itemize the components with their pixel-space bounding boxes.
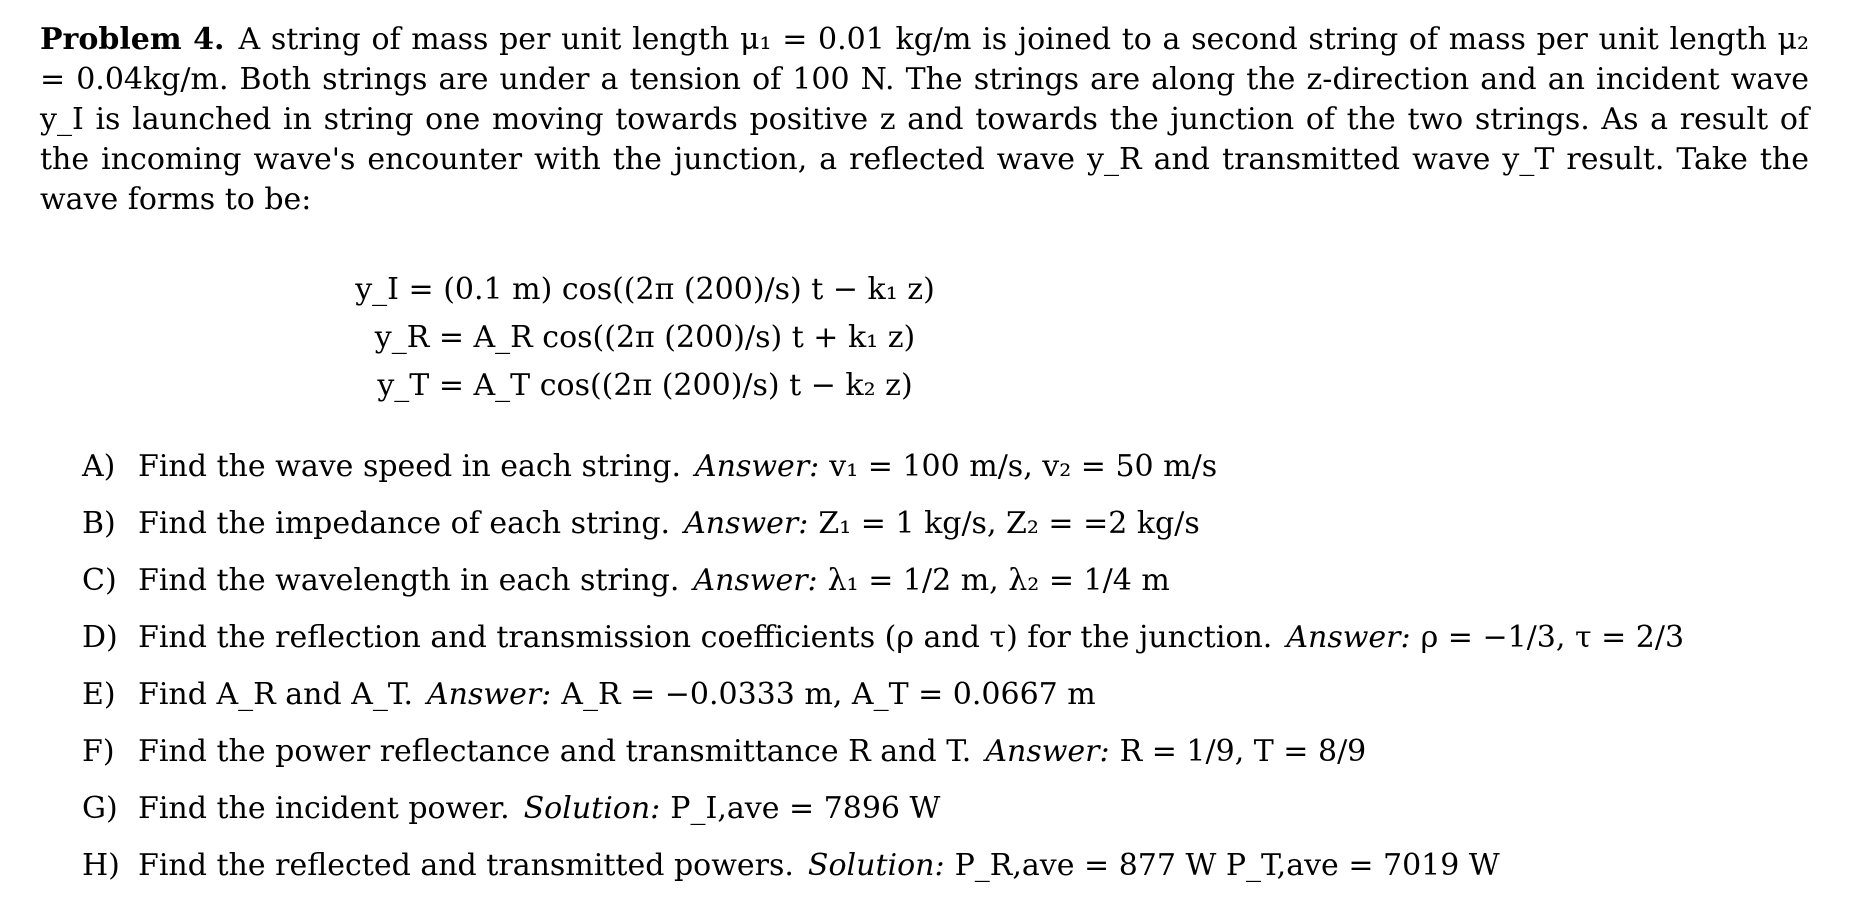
question-item-d: [82, 609, 1809, 666]
item-answer-label: Answer:: [427, 677, 552, 712]
item-question: Find the wave speed in each string.: [138, 449, 681, 484]
item-letter: G): [82, 791, 118, 826]
item-letter: F): [82, 734, 115, 769]
question-item-a: [82, 438, 1809, 495]
question-item-b: [82, 495, 1809, 552]
item-question: Find the reflection and transmission coefficients (ρ and τ) for the junction.: [138, 620, 1273, 655]
item-answer-label: Answer:: [985, 734, 1110, 769]
item-letter: C): [82, 563, 117, 598]
item-question: Find the reflected and transmitted powers.: [138, 848, 794, 883]
item-question: Find the wavelength in each string.: [138, 563, 680, 598]
question-item-e: [82, 666, 1809, 723]
item-answer: Z₁ = 1 kg/s, Z₂ = =2 kg/s: [818, 506, 1200, 541]
item-answer: ρ = −1/3, τ = 2/3: [1420, 620, 1685, 655]
item-answer-label: Answer:: [693, 563, 818, 598]
item-answer: P_R,ave = 877 W P_T,ave = 7019 W: [954, 848, 1500, 883]
equation-transmitted: y_T = A_T cos((2π (200)/s) t − k₂ z): [377, 368, 913, 403]
problem-label: Problem 4.: [40, 22, 225, 57]
wave-equations: [220, 266, 1070, 410]
intro-text: A string of mass per unit length μ₁ = 0.01 kg/m is joined to a second string of mass per unit length μ₂ = 0.04kg/m. Both strings are under a tension of 100 N. The strings are along the z-direction and an incident wave y_I is launched in string one moving towards positive z and towards the junction of the two strings. As a result of the incoming wave's encounter with the junction, a reflected wave y_R and transmitted wave y_T result. Take the wave forms to be:: [40, 22, 1810, 217]
item-answer: R = 1/9, T = 8/9: [1119, 734, 1367, 769]
item-question: Find the power reflectance and transmittance R and T.: [138, 734, 972, 769]
item-letter: A): [82, 449, 116, 484]
item-question: Find the incident power.: [138, 791, 510, 826]
question-item-f: [82, 723, 1809, 780]
item-answer-label: Solution:: [807, 848, 945, 883]
item-answer: P_I,ave = 7896 W: [670, 791, 941, 826]
item-question: Find A_R and A_T.: [138, 677, 414, 712]
question-item-g: [82, 780, 1809, 837]
item-answer: v₁ = 100 m/s, v₂ = 50 m/s: [829, 449, 1218, 484]
equation-reflected: y_R = A_R cos((2π (200)/s) t + k₁ z): [374, 320, 916, 355]
question-item-c: [82, 552, 1809, 609]
item-letter: H): [82, 848, 120, 883]
item-answer: λ₁ = 1/2 m, λ₂ = 1/4 m: [827, 563, 1170, 598]
question-item-h: [82, 837, 1809, 894]
problem-intro: [40, 20, 1809, 220]
item-letter: E): [82, 677, 116, 712]
item-answer-label: Solution:: [523, 791, 661, 826]
equation-incident: y_I = (0.1 m) cos((2π (200)/s) t − k₁ z): [355, 272, 935, 307]
item-question: Find the impedance of each string.: [138, 506, 671, 541]
item-letter: B): [82, 506, 116, 541]
item-answer-label: Answer:: [695, 449, 820, 484]
item-letter: D): [82, 620, 118, 655]
question-list: [82, 438, 1809, 894]
item-answer-label: Answer:: [1286, 620, 1411, 655]
item-answer: A_R = −0.0333 m, A_T = 0.0667 m: [561, 677, 1096, 712]
item-answer-label: Answer:: [684, 506, 809, 541]
